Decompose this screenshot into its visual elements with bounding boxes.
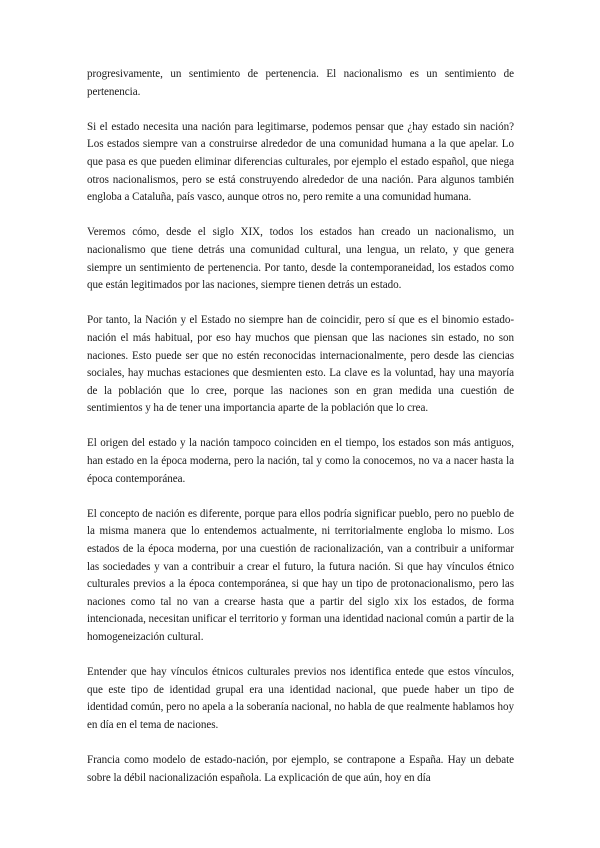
- paragraph: El origen del estado y la nación tampoco coinciden en el tiempo, los estados son más antiguos, han estado en la época moderna, pero la nación, tal y como la conocemos, no va a nacer hasta la época contemporánea.: [87, 437, 514, 485]
- paragraph: Si el estado necesita una nación para legitimarse, podemos pensar que ¿hay estado sin nación? Los estados siempre van a construirse alrededor de una comunidad humana a la que apelar. Lo que pasa es que pueden eliminar diferencias culturales, por ejemplo el estado español, que niega otros nacionalismos, pero se está construyendo alrededor de una nación. Para algunos también engloba a Cataluña, país vasco, aunque otros no, pero remite a una comunidad humana.: [87, 120, 514, 204]
- paragraph: Veremos cómo, desde el siglo XIX, todos los estados han creado un nacionalismo, un nacionalismo que tiene detrás una comunidad cultural, una lengua, un relato, y que genera siempre un sentimiento de pertenencia. Por tanto, desde la contemporaneidad, los estados como que están legitimados por las naciones, siempre tienen detrás un estado.: [87, 226, 514, 292]
- paragraph: progresivamente, un sentimiento de pertenencia. El nacionalismo es un sentimiento de pertenencia.: [87, 68, 514, 98]
- paragraph: Entender que hay vínculos étnicos culturales previos nos identifica entede que estos vínculos, que este tipo de identidad grupal era una identidad nacional, que puede haber un tipo de identidad común, pero no apela a la soberanía nacional, no habla de que realmente hablamos hoy en día en el tema de naciones.: [87, 666, 514, 731]
- paragraph: Francia como modelo de estado-nación, por ejemplo, se contrapone a España. Hay un debate sobre la débil nacionalización española. La explicación de que aún, hoy en día: [87, 754, 514, 784]
- paragraph: El concepto de nación es diferente, porque para ellos podría significar pueblo, pero no pueblo de la misma manera que lo entendemos actualmente, ni territorialmente engloba lo mismo. Los estados de la época moderna, por una cuestión de racionalización, van a contribuir a uniformar las sociedades y van a contribuir a crear el futuro, la futura nación. Si que hay vínculos étnico culturales previos a la época contemporánea, si que hay un tipo de protonacionalismo, pero las naciones como tal no van a crearse hasta que a partir del siglo xix los estados, de forma intencionada, necesitan unificar el territorio y forman una identidad nacional común a partir de la homogeneización cultural.: [87, 507, 514, 643]
- document-body: [87, 66, 514, 787]
- paragraph: Por tanto, la Nación y el Estado no siempre han de coincidir, pero sí que es el binomio estado-nación el más habitual, por eso hay muchos que piensan que las naciones sin estado, no son naciones. Esto puede ser que no estén reconocidas internacionalmente, pero desde las ciencias sociales, hay muchas estaciones que desmienten esto. La clave es la voluntad, hay una mayoría de la población que lo cree, porque las naciones son en gran medida una cuestión de sentimientos y ha de tener una importancia aparte de la población que lo crea.: [87, 314, 514, 415]
